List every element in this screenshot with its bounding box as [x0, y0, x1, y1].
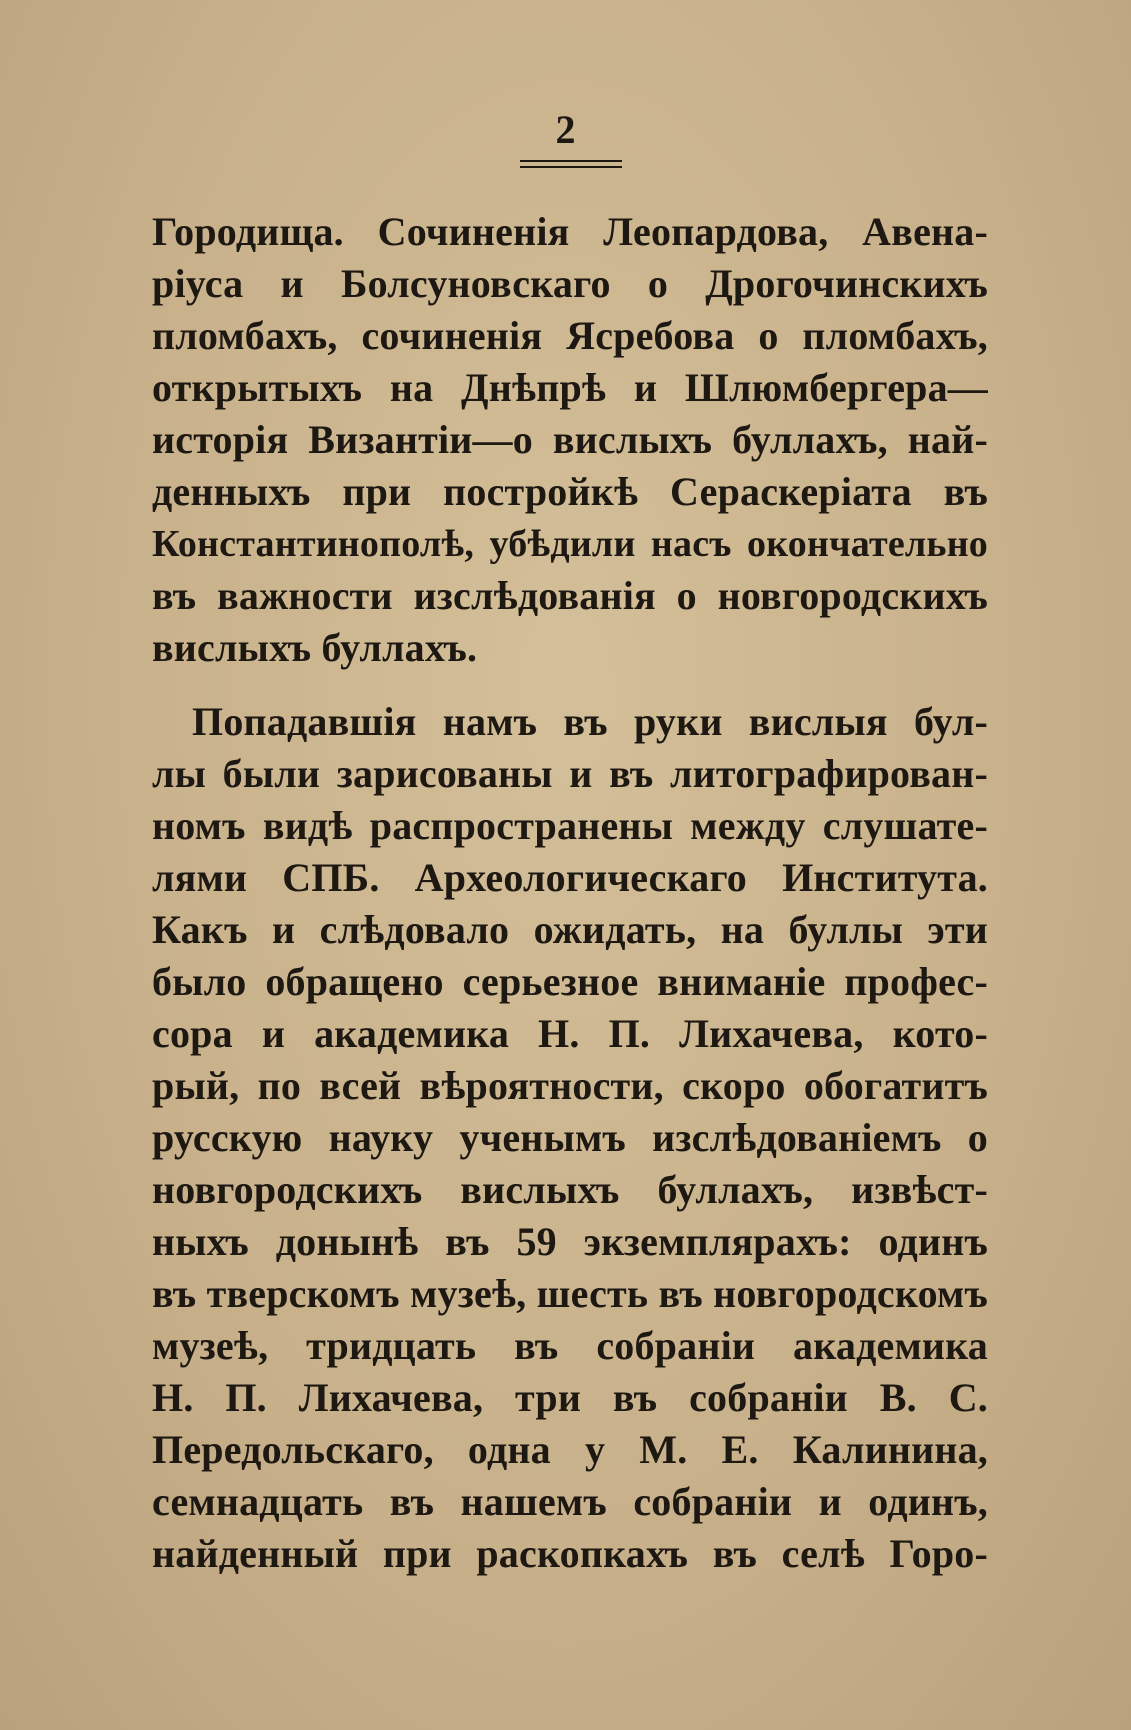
text-line: Городища. Сочиненія Леопардова, Авена- — [152, 209, 988, 254]
text-line: въ тверскомъ музеѣ, шесть въ новгородскомъ — [152, 1271, 988, 1316]
text-line: номъ видѣ распространены между слушате- — [152, 803, 988, 848]
text-line: открытыхъ на Днѣпрѣ и Шлюмбергера— — [152, 365, 988, 410]
text-line: Попадавшія намъ въ руки вислыя бул- — [192, 699, 988, 744]
text-line: денныхъ при постройкѣ Сераскеріата въ — [152, 469, 988, 514]
text-line: Константинополѣ, убѣдили насъ окончательно — [152, 523, 988, 565]
paragraph-1 — [152, 206, 988, 674]
text-line: музеѣ, тридцать въ собраніи академика — [152, 1323, 988, 1368]
paragraph-2 — [152, 696, 988, 1580]
header-rule-top — [520, 160, 622, 162]
text-line: лями СПБ. Археологическаго Института. — [152, 855, 988, 900]
body-text — [152, 206, 988, 1580]
text-line: лы были зарисованы и въ литографирован- — [152, 751, 988, 796]
page-number: 2 — [555, 107, 576, 152]
text-line: сора и академика Н. П. Лихачева, кото- — [152, 1011, 988, 1056]
text-line: исторія Византіи—о вислыхъ буллахъ, най- — [152, 417, 988, 462]
text-line: русскую науку ученымъ изслѣдованіемъ о — [152, 1115, 988, 1160]
text-line: ріуса и Болсуновскаго о Дрогочинскихъ — [152, 261, 988, 306]
text-line: Передольскаго, одна у М. Е. Калинина, — [152, 1427, 988, 1472]
text-line: было обращено серьезное вниманіе профес- — [152, 959, 988, 1004]
header-rule-bottom — [520, 166, 622, 168]
text-line: пломбахъ, сочиненія Ясребова о пломбахъ, — [152, 313, 988, 358]
text-line: рый, по всей вѣроятности, скоро обогатитъ — [152, 1063, 988, 1108]
text-line: найденный при раскопкахъ въ селѣ Горо- — [152, 1531, 988, 1576]
text-line: новгородскихъ вислыхъ буллахъ, извѣст- — [152, 1167, 988, 1212]
text-line: вислыхъ буллахъ. — [152, 625, 478, 670]
text-line: ныхъ донынѣ въ 59 экземплярахъ: одинъ — [152, 1219, 988, 1264]
text-line: въ важности изслѣдованія о новгородскихъ — [152, 573, 988, 618]
text-line: Н. П. Лихачева, три въ собраніи В. С. — [152, 1375, 988, 1420]
paragraph-gap — [152, 674, 988, 696]
text-line: Какъ и слѣдовало ожидать, на буллы эти — [152, 907, 988, 952]
text-line: семнадцать въ нашемъ собраніи и одинъ, — [152, 1479, 988, 1524]
